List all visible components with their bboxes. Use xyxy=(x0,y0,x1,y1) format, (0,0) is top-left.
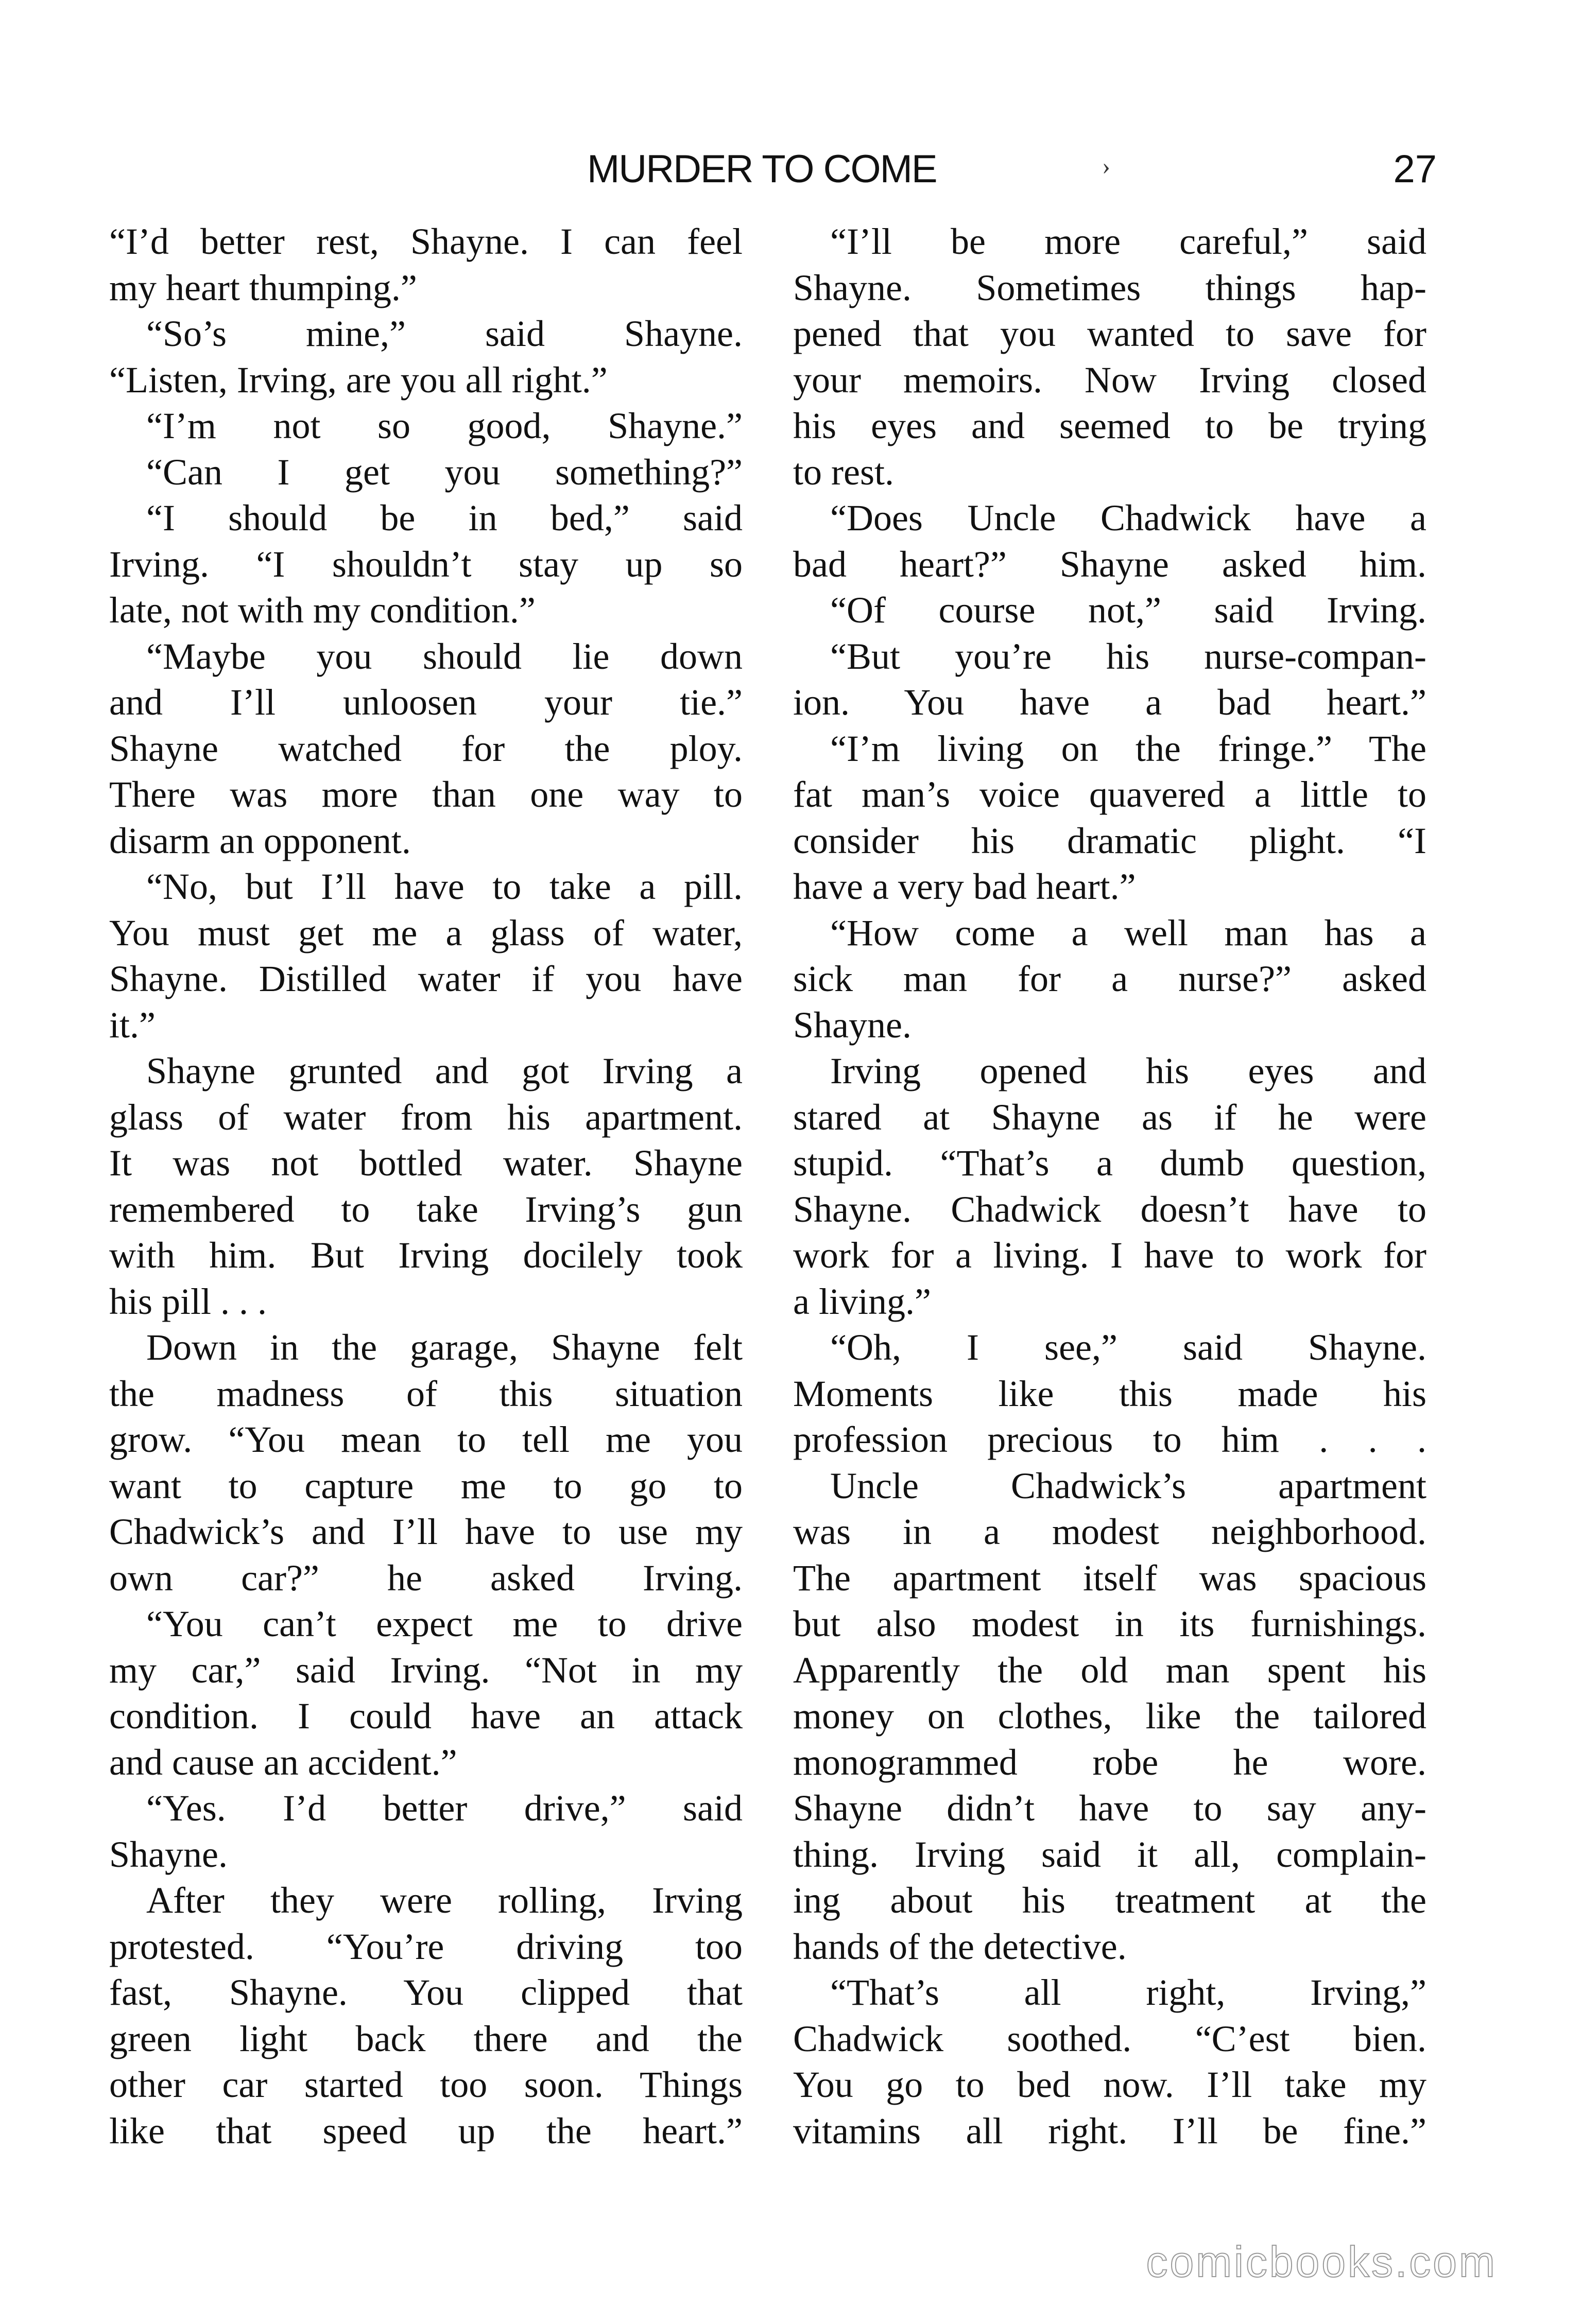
text-line: green light back there and the xyxy=(109,2018,743,2059)
header-mark: › xyxy=(1102,152,1110,180)
text-line: stared at Shayne as if he were xyxy=(793,1096,1426,1138)
text-line: want to capture me to go to xyxy=(109,1465,743,1506)
text-line: Irving. “I shouldn’t stay up so xyxy=(109,543,743,585)
text-line: late, not with my condition.” xyxy=(109,589,536,631)
page-header xyxy=(587,147,1437,209)
text-line: to rest. xyxy=(793,451,894,493)
text-line: Shayne. xyxy=(793,1004,912,1046)
text-line: my heart thumping.” xyxy=(109,267,417,308)
text-line: my car,” said Irving. “Not in my xyxy=(109,1649,743,1691)
text-line: ion. You have a bad heart.” xyxy=(793,682,1426,723)
text-line: sick man for a nurse?” asked xyxy=(793,958,1426,999)
text-line: “Does Uncle Chadwick have a xyxy=(830,497,1426,539)
text-line: “So’s mine,” said Shayne. xyxy=(146,313,743,354)
text-line: “Of course not,” said Irving. xyxy=(830,589,1426,631)
text-line: but also modest in its furnishings. xyxy=(793,1603,1426,1644)
text-line: “I’m living on the fringe.” The xyxy=(830,727,1426,769)
text-line: condition. I could have an attack xyxy=(109,1695,743,1737)
text-line: “That’s all right, Irving,” xyxy=(830,1972,1426,2013)
text-line: fast, Shayne. You clipped that xyxy=(109,1972,743,2013)
text-line: vitamins all right. I’ll be fine.” xyxy=(793,2110,1426,2152)
text-line: have a very bad heart.” xyxy=(793,866,1136,907)
text-line: “Oh, I see,” said Shayne. xyxy=(830,1327,1426,1368)
text-line: Irving opened his eyes and xyxy=(830,1050,1426,1091)
text-line: Down in the garage, Shayne felt xyxy=(146,1327,743,1368)
running-head: MURDER TO COME xyxy=(587,147,937,191)
text-line: Shayne watched for the ploy. xyxy=(109,727,743,769)
text-line: There was more than one way to xyxy=(109,774,743,815)
text-line: it.” xyxy=(109,1004,156,1046)
text-line: Uncle Chadwick’s apartment xyxy=(830,1465,1426,1506)
text-line: bad heart?” Shayne asked him. xyxy=(793,543,1426,585)
text-line: own car?” he asked Irving. xyxy=(109,1557,743,1599)
text-line: and I’ll unloosen your tie.” xyxy=(109,682,743,723)
text-line: You must get me a glass of water, xyxy=(109,912,743,953)
text-line: grow. “You mean to tell me you xyxy=(109,1419,743,1460)
text-line: Shayne didn’t have to say any- xyxy=(793,1788,1426,1829)
text-line: disarm an opponent. xyxy=(109,820,411,861)
text-line: “I’d better rest, Shayne. I can feel xyxy=(109,221,743,262)
text-line: Shayne. Sometimes things hap- xyxy=(793,267,1426,308)
text-line: profession precious to him . . . xyxy=(793,1419,1426,1460)
text-line: monogrammed robe he wore. xyxy=(793,1741,1426,1783)
text-line: “Maybe you should lie down xyxy=(146,635,743,677)
text-line: After they were rolling, Irving xyxy=(146,1880,743,1921)
text-line: his eyes and seemed to be trying xyxy=(793,405,1426,446)
text-line: “How come a well man has a xyxy=(830,912,1426,953)
text-line: a living.” xyxy=(793,1280,931,1322)
text-line: “I’m not so good, Shayne.” xyxy=(146,405,743,446)
text-line: and cause an accident.” xyxy=(109,1741,457,1783)
text-line: Chadwick soothed. “C’est bien. xyxy=(793,2018,1426,2059)
text-line: glass of water from his apartment. xyxy=(109,1096,743,1138)
text-line: “No, but I’ll have to take a pill. xyxy=(146,866,743,907)
text-line: “You can’t expect me to drive xyxy=(146,1603,743,1644)
text-line: Apparently the old man spent his xyxy=(793,1649,1426,1691)
text-line: Shayne grunted and got Irving a xyxy=(146,1050,743,1091)
text-line: “I should be in bed,” said xyxy=(146,497,743,539)
text-line: It was not bottled water. Shayne xyxy=(109,1142,743,1184)
text-line: Moments like this made his xyxy=(793,1373,1426,1414)
text-line: Shayne. xyxy=(109,1833,228,1875)
text-line: your memoirs. Now Irving closed xyxy=(793,359,1426,401)
text-line: with him. But Irving docilely took xyxy=(109,1235,743,1276)
text-line: fat man’s voice quavered a little to xyxy=(793,774,1426,815)
text-line: “Can I get you something?” xyxy=(146,451,743,493)
text-line: ing about his treatment at the xyxy=(793,1880,1426,1921)
text-line: “Listen, Irving, are you all right.” xyxy=(109,359,608,401)
text-line: his pill . . . xyxy=(109,1280,267,1322)
left-column xyxy=(109,219,743,2154)
text-line: like that speed up the heart.” xyxy=(109,2110,743,2152)
text-line: “Yes. I’d better drive,” said xyxy=(146,1788,743,1829)
text-line: pened that you wanted to save for xyxy=(793,313,1426,354)
text-line: “But you’re his nurse-compan- xyxy=(830,635,1426,677)
text-line: thing. Irving said it all, complain- xyxy=(793,1833,1426,1875)
right-column xyxy=(793,219,1426,2154)
watermark: comicbooks.com xyxy=(1146,2238,1497,2286)
text-line: protested. “You’re driving too xyxy=(109,1926,743,1967)
text-line: The apartment itself was spacious xyxy=(793,1557,1426,1599)
text-line: Shayne. Chadwick doesn’t have to xyxy=(793,1188,1426,1230)
text-line: money on clothes, like the tailored xyxy=(793,1695,1426,1737)
text-line: other car started too soon. Things xyxy=(109,2064,743,2105)
text-line: hands of the detective. xyxy=(793,1926,1127,1967)
text-line: was in a modest neighborhood. xyxy=(793,1511,1426,1552)
text-line: remembered to take Irving’s gun xyxy=(109,1188,743,1230)
text-line: Shayne. Distilled water if you have xyxy=(109,958,743,999)
text-line: work for a living. I have to work for xyxy=(793,1235,1426,1276)
text-line: Chadwick’s and I’ll have to use my xyxy=(109,1511,743,1552)
text-line: You go to bed now. I’ll take my xyxy=(793,2064,1426,2105)
text-line: “I’ll be more careful,” said xyxy=(830,221,1426,262)
text-line: stupid. “That’s a dumb question, xyxy=(793,1142,1426,1184)
page-number: 27 xyxy=(1393,147,1437,191)
text-line: the madness of this situation xyxy=(109,1373,743,1414)
text-line: consider his dramatic plight. “I xyxy=(793,820,1426,861)
